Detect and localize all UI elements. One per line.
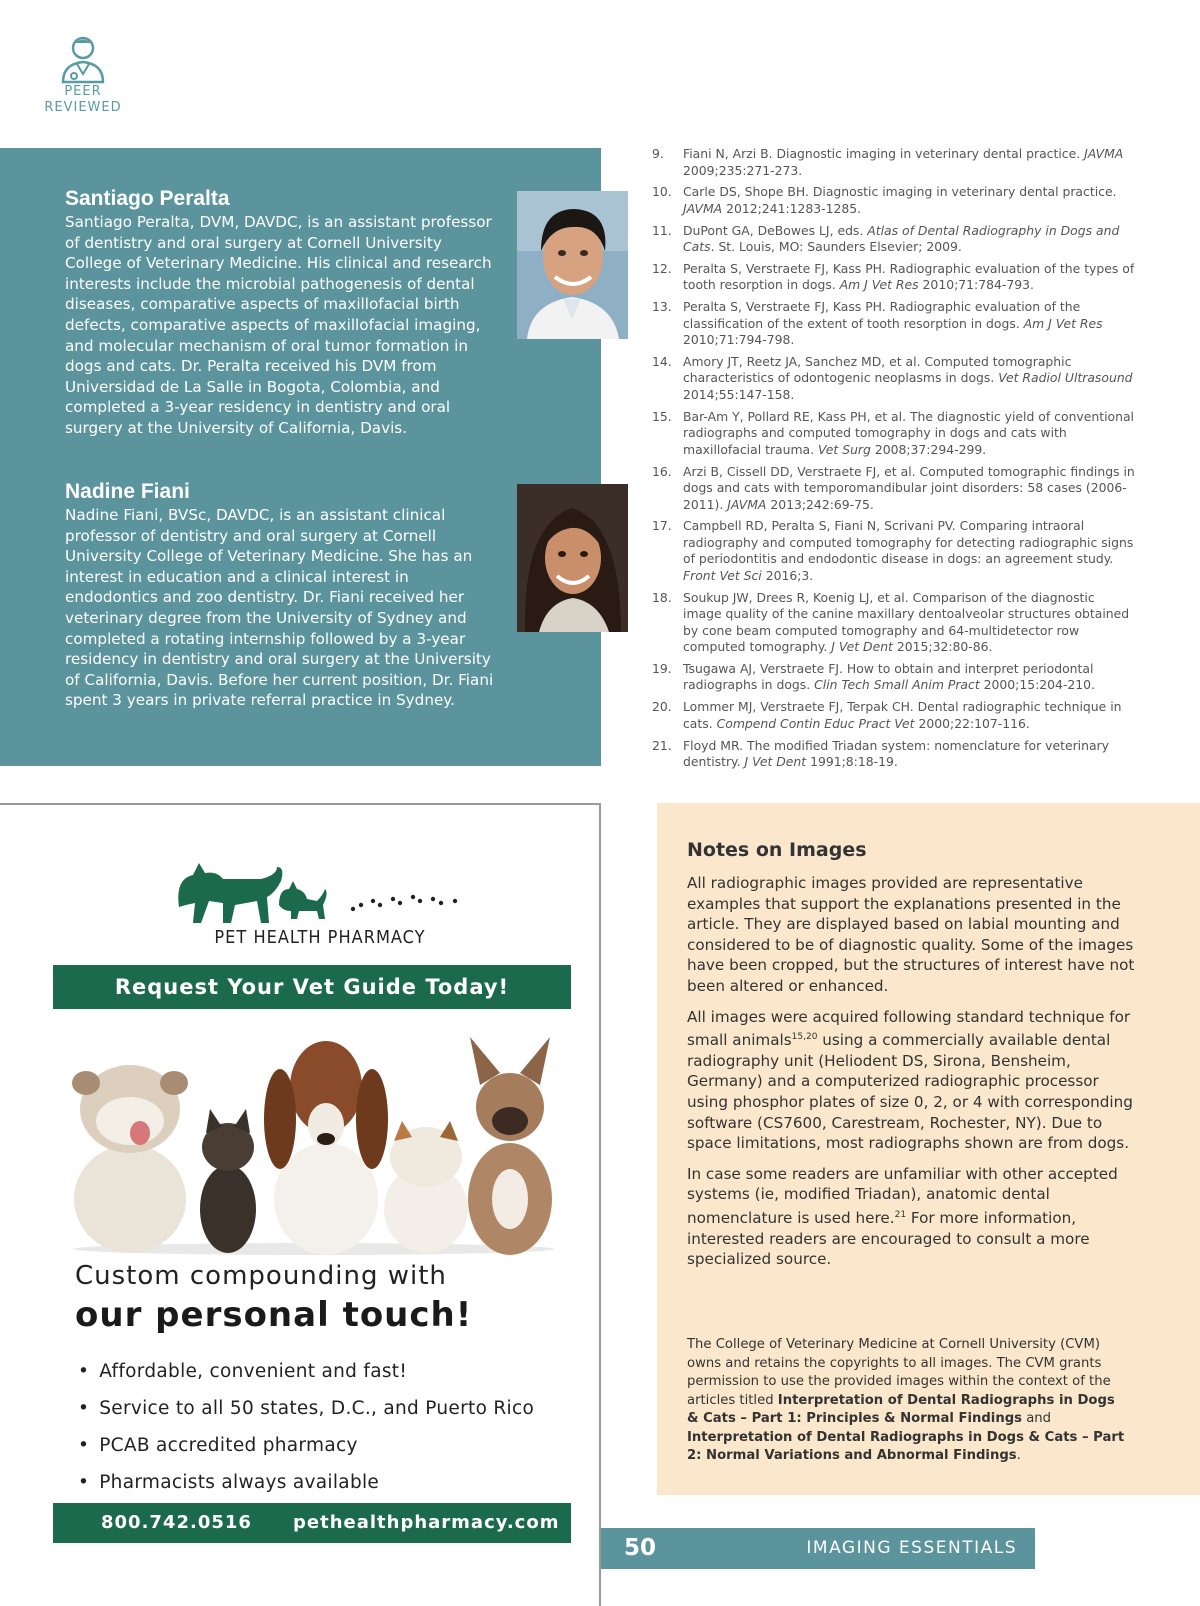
ad-bullet: • Affordable, convenient and fast! <box>78 1353 534 1390</box>
ad-tagline-touch: our personal touch! <box>75 1295 473 1335</box>
ad-website-link[interactable]: pethealthpharmacy.com <box>293 1512 560 1533</box>
doctor-icon <box>59 34 107 84</box>
badge-line2: REVIEWED <box>44 100 122 115</box>
notes-title: Notes on Images <box>687 839 867 861</box>
author-photo-peralta <box>517 191 628 339</box>
reference-item: 13. Peralta S, Verstraete FJ, Kass PH. Radiographic evaluation of the classification of the extent of tooth resorption in dogs. Am J Vet Res 2010;71:794-798. <box>652 299 1103 348</box>
reference-item: 15. Bar-Am Y, Pollard RE, Kass PH, et al. The diagnostic yield of conventional radiographs and computed tomography in dogs and cats with maxillofacial trauma. Vet Surg 2008;37:294-299. <box>652 408 1134 457</box>
pharmacy-name: PET HEALTH PHARMACY <box>214 927 426 948</box>
references-list <box>652 146 1136 776</box>
author-name: Nadine Fiani <box>65 480 190 503</box>
notes-paragraph: All radiographic images provided are representative examples that support the explanations presented in the article. They are displayed based on labial mounting and considered to be of diagnostic quality. Some of the images have been cropped, but the structures of interest have not been altered or enhanced. <box>687 874 1135 995</box>
ad-bullet: • Service to all 50 states, D.C., and Puerto Rico <box>78 1390 534 1427</box>
author-bio: Nadine Fiani, BVSc, DAVDC, is an assistant clinical professor of dentistry and oral surgery at Cornell University College of Veterinary Medicine. She has an interest in education and a clinical interest in endodontics and zoo dentistry. Dr. Fiani received her veterinary degree from the University of Sydney and completed a rotating internship followed by a 3-year residency in dentistry and oral surgery at the University of California, Davis. Before her current position, Dr. Fiani spent 3 years in private referral practice in Sydney. <box>65 506 494 710</box>
reference-number: 12. <box>652 260 672 276</box>
journal-name: J Vet Dent <box>831 639 893 655</box>
ad-bullet: • Pharmacists always available <box>78 1464 534 1501</box>
peer-reviewed-badge <box>38 34 128 116</box>
journal-name: JAVMA <box>1084 146 1124 161</box>
reference-item: 11. DuPont GA, DeBowes LJ, eds. Atlas of Dental Radiography in Dogs and Cats. St. Louis, MO: Saunders Elsevier; 2009. <box>652 222 1120 255</box>
reference-number: 16. <box>652 463 672 479</box>
reference-item: 9. Fiani N, Arzi B. Diagnostic imaging in veterinary dental practice. JAVMA 2009;235:271-273. <box>652 146 1124 178</box>
page-number: 50 <box>624 1535 657 1561</box>
reference-item: 19. Tsugawa AJ, Verstraete FJ. How to obtain and interpret periodontal radiographs in dogs. Clin Tech Small Anim Pract 2000;15:204-210. <box>652 660 1095 693</box>
reference-number: 19. <box>652 660 672 676</box>
reference-number: 20. <box>652 699 672 715</box>
journal-name: Compend Contin Educ Pract Vet <box>716 715 915 731</box>
reference-item: 17. Campbell RD, Peralta S, Fiani N, Scrivani PV. Comparing intraoral radiography and computed tomography for detecting radiographic signs of periodontitis and endodontic disease in dogs: an agreement study. Front Vet Sci 2016;3. <box>652 518 1134 583</box>
reference-item: 21. Floyd MR. The modified Triadan system: nomenclature for veterinary dentistry. J Vet Dent 1991;8:18-19. <box>652 737 1109 770</box>
pet-health-pharmacy-ad <box>0 803 601 1606</box>
journal-name: Front Vet Sci <box>683 567 762 583</box>
journal-name: Vet Surg <box>818 441 871 457</box>
journal-name: JAVMA <box>727 496 767 512</box>
reference-number: 9. <box>652 146 664 161</box>
article-title: Interpretation of Dental Radiographs in Dogs & Cats – Part 1: Principles & Normal Findings <box>687 1392 1115 1426</box>
reference-item: 16. Arzi B, Cissell DD, Verstraete FJ, et al. Computed tomographic findings in dogs and cats with temporomandibular joint disorders: 58 cases (2006-2011). JAVMA 2013;242:69-75. <box>652 463 1135 512</box>
ad-contact-bar <box>53 1503 571 1543</box>
citation-superscript: 15,20 <box>791 1032 818 1043</box>
author-bio-peralta <box>65 186 495 439</box>
notes-paragraph: In case some readers are unfamiliar with other accepted systems (ie, modified Triadan), anatomic dental nomenclature is used here.$^{21}$ For more information, interested readers are encouraged to consult a more specialized source. <box>687 1164 1118 1269</box>
pets-group-photo <box>68 1029 560 1257</box>
notes-paragraph: All images were acquired following standard technique for small animals$^{15,20}$ using a commercially available dental radiography unit (Heliodent DS, Sirona, Bensheim, Germany) and a computerized radiographic processor using phosphor plates of size 0, 2, or 4 with corresponding software (CS7600, Carestream, Rochester, NY). Due to space limitations, most radiographs shown are from dogs. <box>687 1007 1133 1153</box>
reference-number: 15. <box>652 408 672 424</box>
journal-name: Vet Radiol Ultrasound <box>998 370 1133 386</box>
copyright-notice: The College of Veterinary Medicine at Cornell University (CVM) owns and retains the copyrights to all images. The CVM grants permission to use the provided images within the context of the articles titled Interpretation of Dental Radiographs in Dogs & Cats – Part 1: Principles & Normal Findings and Interpretation of Dental Radiographs in Dogs & Cats – Part 2: Normal Variations and Abnormal Findings. <box>687 1337 1125 1463</box>
ad-bullet: • PCAB accredited pharmacy <box>78 1427 534 1464</box>
ad-tagline-custom: Custom compounding with <box>75 1261 447 1291</box>
reference-number: 13. <box>652 299 672 315</box>
notes-body <box>687 873 1137 1280</box>
citation-superscript: 21 <box>894 1209 907 1220</box>
notes-on-images-box <box>657 803 1200 1495</box>
section-name: IMAGING ESSENTIALS <box>806 1538 1017 1558</box>
ad-phone-number[interactable]: 800.742.0516 <box>101 1512 252 1533</box>
journal-name: Am J Vet Res <box>839 277 919 293</box>
author-photo-fiani <box>517 484 628 632</box>
page-footer <box>601 1528 1035 1569</box>
author-bio-fiani <box>65 479 495 711</box>
authors-panel <box>0 148 601 766</box>
badge-line1: PEER <box>64 84 102 99</box>
reference-number: 21. <box>652 737 672 753</box>
journal-name: JAVMA <box>683 200 723 216</box>
journal-name: Clin Tech Small Anim Pract <box>814 677 980 693</box>
reference-number: 17. <box>652 518 672 534</box>
request-vet-guide-banner[interactable]: Request Your Vet Guide Today! <box>53 965 571 1009</box>
reference-item: 12. Peralta S, Verstraete FJ, Kass PH. Radiographic evaluation of the types of tooth resorption in dogs. Am J Vet Res 2010;71:784-793. <box>652 260 1135 293</box>
reference-item: 10. Carle DS, Shope BH. Diagnostic imaging in veterinary dental practice. JAVMA 2012;241:1283-1285. <box>652 184 1117 216</box>
reference-number: 14. <box>652 353 672 369</box>
author-name: Santiago Peralta <box>65 187 230 210</box>
ad-bullet-list <box>78 1353 534 1501</box>
reference-number: 10. <box>652 184 672 200</box>
reference-item: 14. Amory JT, Reetz JA, Sanchez MD, et al. Computed tomographic characteristics of odontogenic neoplasms in dogs. Vet Radiol Ultrasound 2014;55:147-158. <box>652 353 1133 402</box>
reference-number: 18. <box>652 589 672 605</box>
reference-item: 20. Lommer MJ, Verstraete FJ, Terpak CH. Dental radiographic technique in cats. Compend Contin Educ Pract Vet 2000;22:107-116. <box>652 699 1122 731</box>
journal-name: Atlas of Dental Radiography in Dogs and Cats <box>683 222 1120 255</box>
reference-item: 18. Soukup JW, Drees R, Koenig LJ, et al. Comparison of the diagnostic image quality of the canine maxillary dentoalveolar structures obtained by cone beam computed tomography and 64-multidetector row computed tomography. J Vet Dent 2015;32:80-86. <box>652 589 1130 655</box>
author-bio: Santiago Peralta, DVM, DAVDC, is an assistant professor of dentistry and oral surgery at Cornell University College of Veterinary Medicine. His clinical and research interests include the microbial pathogenesis of dental diseases, comparative aspects of maxillofacial birth defects, comparative aspects of maxillofacial imaging, and molecular mechanism of oral tumor formation in dogs and cats. Dr. Peralta received his DVM from Universidad de La Salle in Bogota, Colombia, and completed a 3-year residency in dentistry and oral surgery at the University of California, Davis. <box>65 213 492 437</box>
journal-name: Am J Vet Res <box>1023 315 1103 331</box>
journal-name: J Vet Dent <box>744 754 807 770</box>
article-title: Interpretation of Dental Radiographs in Dogs & Cats – Part 2: Normal Variations and Abnormal Findings <box>687 1429 1125 1463</box>
reference-number: 11. <box>652 222 672 238</box>
